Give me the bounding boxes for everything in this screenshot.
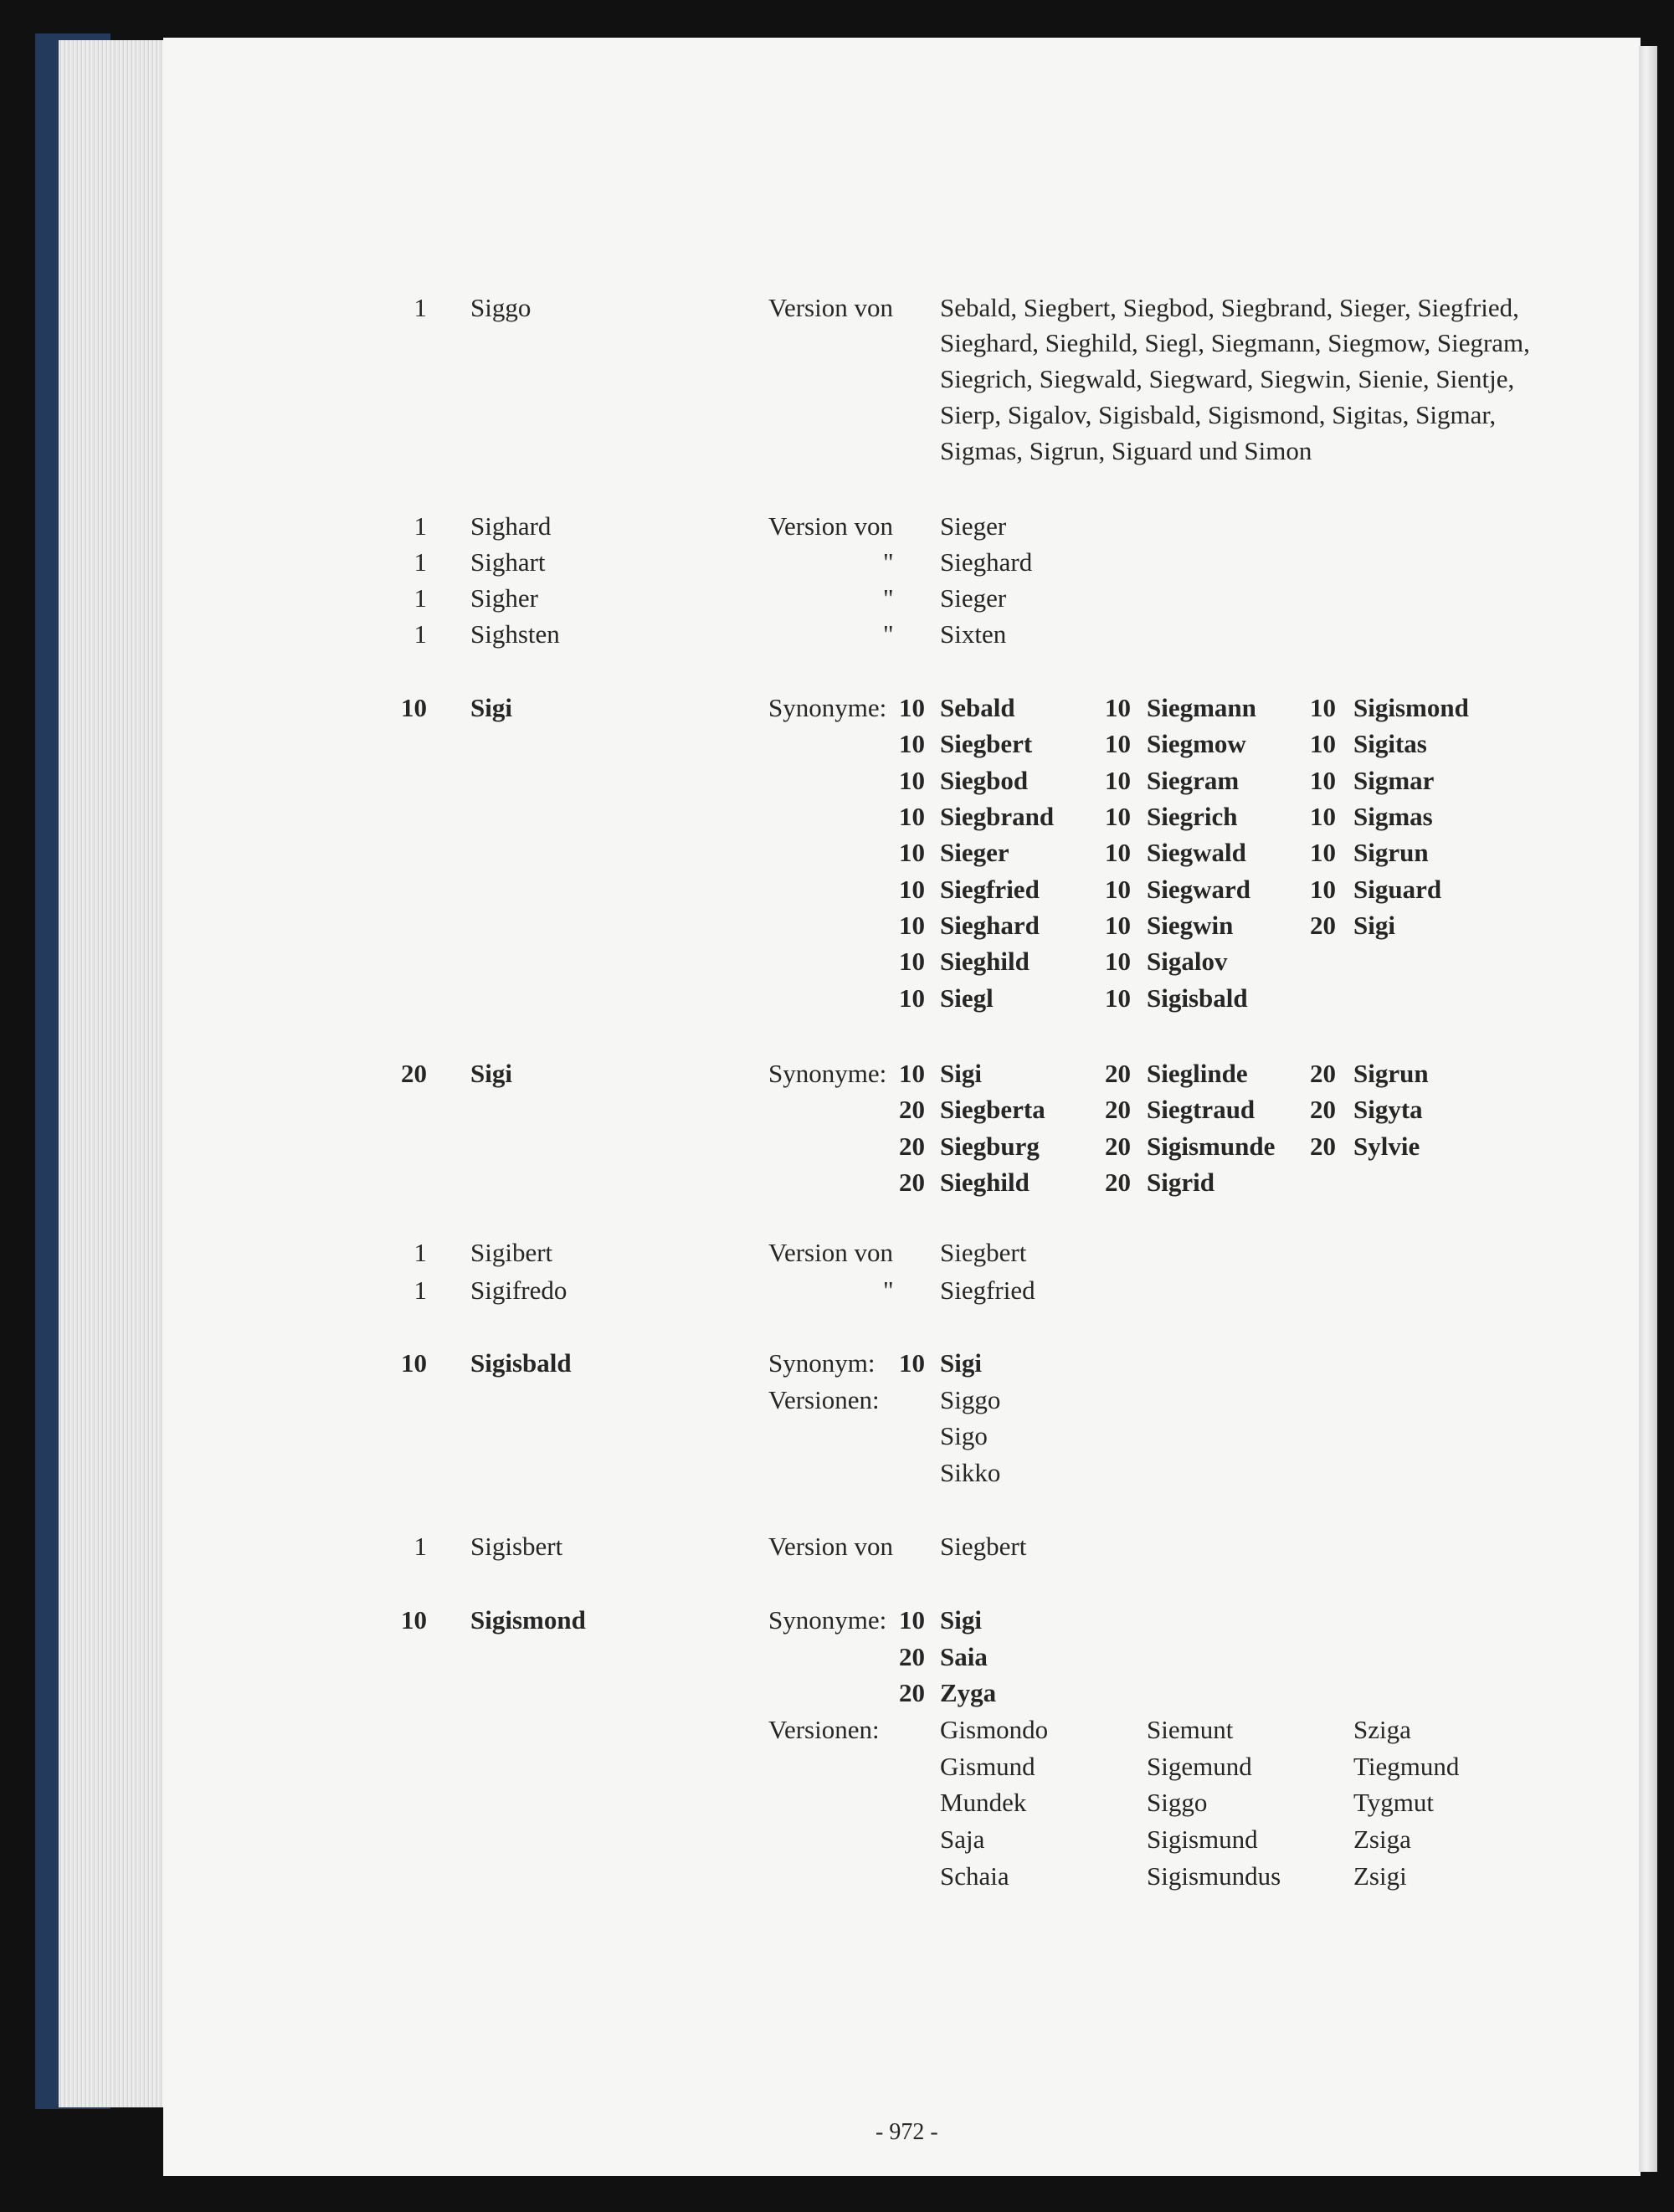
entry-code: 20 bbox=[1310, 911, 1336, 940]
entry-code: 20 bbox=[1310, 1132, 1336, 1161]
version-text: Mundek bbox=[940, 1788, 1027, 1817]
synonym-name: Sieghard bbox=[940, 911, 1040, 940]
entry-code: 20 bbox=[899, 1678, 925, 1707]
version-text: Sieger bbox=[940, 583, 1007, 613]
version-text: Sigismundus bbox=[1147, 1861, 1281, 1891]
synonym-name: Siegram bbox=[1147, 766, 1240, 795]
entry-label: Synonyme: bbox=[768, 1059, 887, 1088]
entry-label: Version von bbox=[768, 1532, 893, 1561]
entry-weight: 10 bbox=[401, 1348, 427, 1378]
version-text: Zsiga bbox=[1353, 1825, 1411, 1854]
page-stack-edge bbox=[59, 40, 176, 2107]
entry-code: 10 bbox=[899, 802, 925, 831]
entry-weight: 1 bbox=[413, 619, 427, 649]
entry-code: 10 bbox=[1105, 983, 1131, 1013]
entry-weight: 1 bbox=[413, 1275, 427, 1305]
version-text: Siggo bbox=[940, 1385, 1001, 1414]
synonym-name: Siegtraud bbox=[1147, 1095, 1256, 1124]
synonym-name: Sigyta bbox=[1353, 1095, 1423, 1124]
entry-code: 10 bbox=[899, 838, 925, 867]
entry-code: 20 bbox=[899, 1168, 925, 1197]
synonym-name: Sigi bbox=[1353, 911, 1395, 940]
entry-code: 10 bbox=[1105, 911, 1131, 940]
synonym-name: Sieghild bbox=[940, 947, 1030, 976]
entry-name: Sigisbert bbox=[470, 1532, 563, 1561]
version-text: Siegbert bbox=[940, 1532, 1027, 1561]
version-text: Sigmas, Sigrun, Siguard und Simon bbox=[940, 436, 1312, 465]
version-text: Siegbert bbox=[940, 1238, 1027, 1267]
synonym-name: Sigalov bbox=[1147, 947, 1228, 976]
entry-code: 20 bbox=[899, 1642, 925, 1671]
entry-label: Versionen: bbox=[768, 1385, 880, 1414]
entry-label: Version von bbox=[768, 1238, 893, 1267]
entry-code: 10 bbox=[1310, 802, 1336, 831]
entry-name: Sighart bbox=[470, 547, 546, 577]
entry-code: 10 bbox=[1105, 947, 1131, 976]
version-text: Siemunt bbox=[1147, 1715, 1234, 1744]
synonym-name: Siegberta bbox=[940, 1095, 1045, 1124]
entry-weight: 1 bbox=[413, 547, 427, 577]
entry-code: 10 bbox=[1105, 693, 1131, 722]
entry-code: 10 bbox=[899, 1605, 925, 1635]
version-text: Tiegmund bbox=[1353, 1752, 1460, 1781]
synonym-name: Sebald bbox=[940, 693, 1015, 722]
version-text: Zsigi bbox=[1353, 1861, 1407, 1891]
entry-code: 20 bbox=[1310, 1095, 1336, 1124]
page-gutter-edge bbox=[1639, 46, 1657, 2172]
entry-name: Sigher bbox=[470, 583, 538, 613]
entry-code: 10 bbox=[1105, 729, 1131, 758]
synonym-name: Siegl bbox=[940, 983, 994, 1013]
synonym-name: Sigi bbox=[940, 1059, 982, 1088]
entry-label: " bbox=[883, 547, 894, 577]
synonym-name: Sigrun bbox=[1353, 1059, 1429, 1088]
version-text: Sixten bbox=[940, 619, 1007, 649]
synonym-name: Saia bbox=[940, 1642, 988, 1671]
entry-code: 20 bbox=[1105, 1059, 1131, 1088]
entry-code: 10 bbox=[899, 729, 925, 758]
synonym-name: Sigisbald bbox=[1147, 983, 1248, 1013]
synonym-name: Sieger bbox=[940, 838, 1009, 867]
version-text: Sziga bbox=[1353, 1715, 1411, 1744]
version-text: Sigo bbox=[940, 1421, 988, 1450]
entry-code: 10 bbox=[1310, 838, 1336, 867]
entry-label: Version von bbox=[768, 511, 893, 541]
entry-code: 10 bbox=[1310, 693, 1336, 722]
entry-label: Synonym: bbox=[768, 1348, 876, 1378]
entry-code: 20 bbox=[899, 1095, 925, 1124]
synonym-name: Sigrun bbox=[1353, 838, 1429, 867]
synonym-name: Siegfried bbox=[940, 875, 1040, 904]
entry-label: Synonyme: bbox=[768, 1605, 887, 1635]
entry-weight: 20 bbox=[401, 1059, 427, 1088]
synonym-name: Siegward bbox=[1147, 875, 1250, 904]
version-text: Saja bbox=[940, 1825, 985, 1854]
synonym-name: Siegbrand bbox=[940, 802, 1055, 831]
entry-code: 10 bbox=[899, 693, 925, 722]
synonym-name: Siegbert bbox=[940, 729, 1033, 758]
entry-weight: 1 bbox=[413, 1238, 427, 1267]
entry-code: 20 bbox=[1105, 1095, 1131, 1124]
version-text: Siegfried bbox=[940, 1275, 1035, 1305]
entry-code: 10 bbox=[1105, 838, 1131, 867]
synonym-name: Siegrich bbox=[1147, 802, 1238, 831]
entry-weight: 1 bbox=[413, 511, 427, 541]
entry-name: Sigifredo bbox=[470, 1275, 567, 1305]
version-text: Sierp, Sigalov, Sigisbald, Sigismond, Sigitas, Sigmar, bbox=[940, 400, 1497, 429]
entry-name: Sigismond bbox=[470, 1605, 586, 1635]
entry-name: Sighsten bbox=[470, 619, 560, 649]
synonym-name: Sieghild bbox=[940, 1168, 1030, 1197]
version-text: Gismund bbox=[940, 1752, 1035, 1781]
synonym-name: Siegwald bbox=[1147, 838, 1246, 867]
entry-label: " bbox=[883, 1275, 894, 1305]
entry-name: Sigi bbox=[470, 1059, 512, 1088]
entry-code: 10 bbox=[899, 1059, 925, 1088]
synonym-name: Siguard bbox=[1353, 875, 1442, 904]
version-text: Siegrich, Siegwald, Siegward, Siegwin, Sienie, Sientje, bbox=[940, 364, 1515, 393]
entry-weight: 10 bbox=[401, 693, 427, 722]
synonym-name: Sigitas bbox=[1353, 729, 1427, 758]
entry-code: 10 bbox=[1105, 875, 1131, 904]
entry-code: 10 bbox=[1310, 766, 1336, 795]
synonym-name: Sieglinde bbox=[1147, 1059, 1248, 1088]
entry-code: 10 bbox=[1310, 729, 1336, 758]
entry-code: 10 bbox=[899, 911, 925, 940]
entry-code: 20 bbox=[1105, 1132, 1131, 1161]
version-text: Tygmut bbox=[1353, 1788, 1434, 1817]
version-text: Gismondo bbox=[940, 1715, 1049, 1744]
entry-label: " bbox=[883, 583, 894, 613]
synonym-name: Sigi bbox=[940, 1605, 982, 1635]
synonym-name: Zyga bbox=[940, 1678, 997, 1707]
entry-code: 10 bbox=[899, 983, 925, 1013]
entry-code: 10 bbox=[899, 875, 925, 904]
entry-weight: 1 bbox=[413, 293, 427, 322]
version-text: Schaia bbox=[940, 1861, 1009, 1891]
synonym-name: Siegburg bbox=[940, 1132, 1040, 1161]
version-text: Sieghard bbox=[940, 547, 1033, 577]
synonym-name: Sigrid bbox=[1147, 1168, 1214, 1197]
entry-weight: 1 bbox=[413, 1532, 427, 1561]
version-text: Sieger bbox=[940, 511, 1007, 541]
version-text: Sebald, Siegbert, Siegbod, Siegbrand, Sieger, Siegfried, bbox=[940, 293, 1519, 322]
entry-code: 20 bbox=[1310, 1059, 1336, 1088]
page-number: - 972 - bbox=[876, 2119, 938, 2145]
entry-name: Siggo bbox=[470, 293, 531, 322]
entry-label: Version von bbox=[768, 293, 893, 322]
version-text: Sikko bbox=[940, 1458, 1001, 1487]
entry-code: 20 bbox=[899, 1132, 925, 1161]
entry-name: Sigibert bbox=[470, 1238, 553, 1267]
entry-name: Sighard bbox=[470, 511, 552, 541]
entry-code: 10 bbox=[1310, 875, 1336, 904]
synonym-name: Sigmar bbox=[1353, 766, 1435, 795]
version-text: Sigemund bbox=[1147, 1752, 1252, 1781]
entry-weight: 1 bbox=[413, 583, 427, 613]
entry-code: 20 bbox=[1105, 1168, 1131, 1197]
synonym-name: Sigismond bbox=[1353, 693, 1469, 722]
synonym-name: Sigmas bbox=[1353, 802, 1433, 831]
entry-name: Sigi bbox=[470, 693, 512, 722]
synonym-name: Sigi bbox=[940, 1348, 982, 1378]
synonym-name: Siegmann bbox=[1147, 693, 1256, 722]
entry-label: Versionen: bbox=[768, 1715, 880, 1744]
synonym-name: Sylvie bbox=[1353, 1132, 1420, 1161]
synonym-name: Siegmow bbox=[1147, 729, 1246, 758]
entry-code: 10 bbox=[899, 947, 925, 976]
synonym-name: Siegwin bbox=[1147, 911, 1234, 940]
entry-code: 10 bbox=[899, 1348, 925, 1378]
synonym-name: Sigismunde bbox=[1147, 1132, 1276, 1161]
entry-label: " bbox=[883, 619, 894, 649]
entry-code: 10 bbox=[1105, 802, 1131, 831]
version-text: Sieghard, Sieghild, Siegl, Siegmann, Siegmow, Siegram, bbox=[940, 328, 1530, 357]
entry-label: Synonyme: bbox=[768, 693, 887, 722]
version-text: Siggo bbox=[1147, 1788, 1208, 1817]
entry-weight: 10 bbox=[401, 1605, 427, 1635]
synonym-name: Siegbod bbox=[940, 766, 1029, 795]
version-text: Sigismund bbox=[1147, 1825, 1258, 1854]
entry-code: 10 bbox=[1105, 766, 1131, 795]
entry-code: 10 bbox=[899, 766, 925, 795]
entry-name: Sigisbald bbox=[470, 1348, 572, 1378]
